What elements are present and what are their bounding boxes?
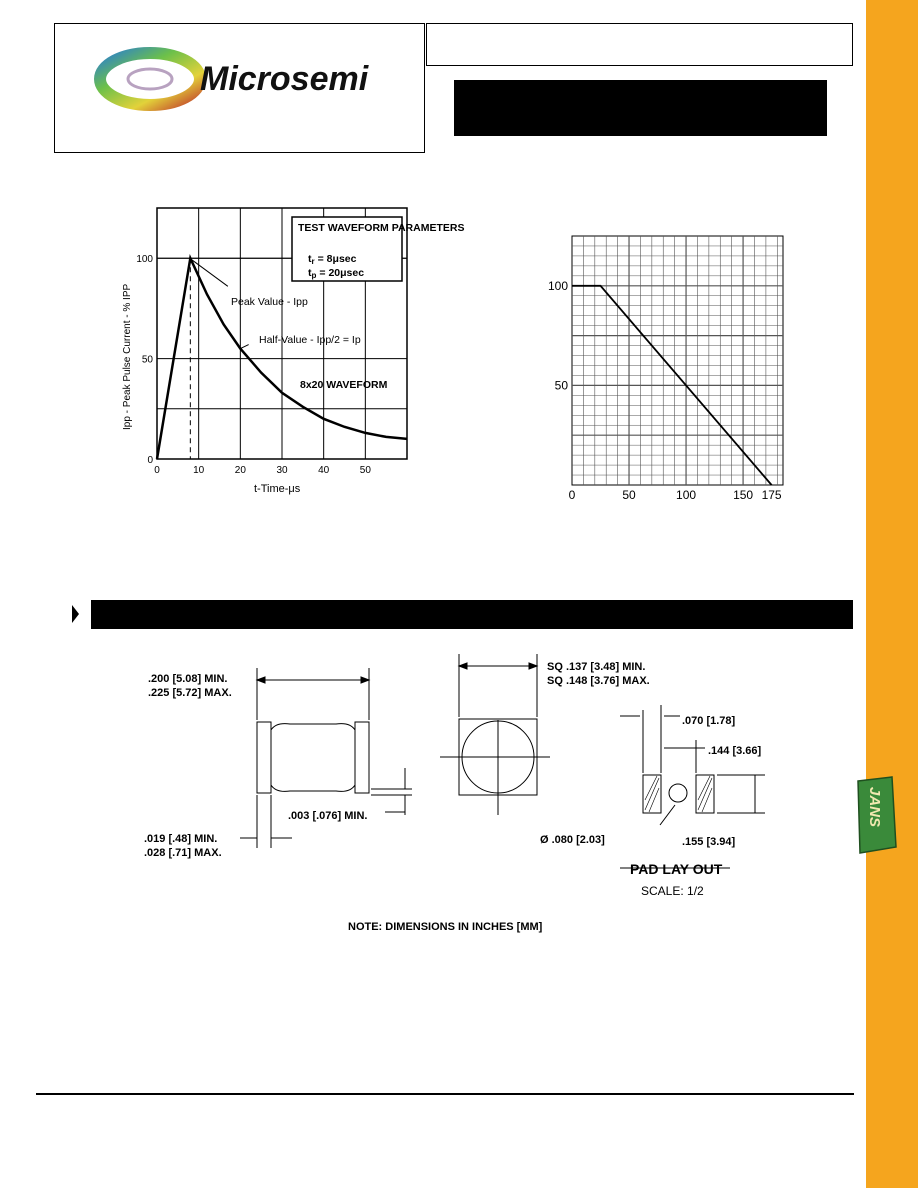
c1-xtick: 30 [276, 465, 288, 476]
footer-rule [36, 1093, 854, 1095]
c1-xtick: 0 [154, 465, 160, 476]
c2-ytick: 100 [547, 278, 568, 293]
section-arrow-icon [72, 605, 79, 623]
package-drawing [130, 650, 810, 900]
dim-body-min: .200 [5.08] MIN. [148, 673, 228, 685]
dimension-note: NOTE: DIMENSIONS IN INCHES [MM] [348, 921, 543, 933]
dim-pad-gap: .070 [1.78] [682, 715, 736, 727]
pad-layout-scale: SCALE: 1/2 [641, 884, 704, 898]
header-box [426, 23, 853, 66]
c1-ytick: 50 [141, 354, 153, 366]
dim-body-max: .225 [5.72] MAX. [148, 687, 232, 699]
dim-endcap-min: .019 [.48] MIN. [144, 833, 218, 845]
jans-badge [852, 775, 898, 855]
title-bar [454, 80, 827, 136]
logo-wordmark: Microsemi [200, 60, 369, 98]
half-leader [240, 345, 248, 349]
pad-layout-title: PAD LAY OUT [630, 861, 723, 877]
c2-ytick: 50 [554, 378, 568, 393]
svg-text:tr= 8μsec: tr = 8μsec [308, 253, 357, 266]
c1-xtick: 10 [193, 465, 205, 476]
c2-xtick: 150 [733, 488, 754, 502]
param-tr: t [308, 253, 312, 265]
c1-ytick: 100 [136, 254, 153, 266]
param-tp: t [308, 267, 312, 279]
via-circle [669, 784, 687, 802]
c1-xtick: 50 [359, 465, 371, 476]
dim-sq-max: SQ .148 [3.76] MAX. [547, 675, 650, 687]
chart1-xlabel: t-Time-μs [254, 483, 301, 495]
c2-xtick: 100 [676, 488, 697, 502]
pulse-waveform-chart [112, 200, 465, 505]
dim-pad-height: .155 [3.94] [682, 836, 736, 848]
c1-xtick: 40 [318, 465, 330, 476]
annotation-half: Half-Value - Ipp/2 = Ip [259, 334, 361, 346]
annotation-waveform: 8x20 WAVEFORM [300, 379, 388, 391]
dim-gap-min: .003 [.076] MIN. [288, 810, 368, 822]
svg-text:tp= 20μsec: tp = 20μsec [308, 267, 365, 280]
c2-xtick: 175 [761, 488, 782, 502]
side-tab-bar [866, 0, 918, 1188]
dim-endcap-max: .028 [.71] MAX. [144, 847, 222, 859]
chart1-ylabel: Ipp - Peak Pulse Current - % IPP [122, 283, 133, 430]
end-cap-right [355, 722, 369, 793]
dim-via: Ø .080 [2.03] [540, 834, 605, 846]
jans-badge-text: JANS [866, 787, 883, 828]
c1-ytick: 0 [147, 455, 153, 466]
chart2-grid [572, 236, 783, 485]
c2-xtick: 50 [622, 488, 636, 502]
c2-xtick: 0 [568, 488, 576, 502]
dim-pad-span: .144 [3.66] [708, 745, 762, 757]
microsemi-logo [94, 45, 394, 113]
annotation-peak: Peak Value - Ipp [231, 296, 308, 308]
params-title: TEST WAVEFORM PARAMETERS [298, 222, 465, 234]
derating-chart [540, 226, 800, 516]
body-outline [271, 724, 355, 792]
dim-sq-min: SQ .137 [3.48] MIN. [547, 661, 646, 673]
end-cap-left [257, 722, 271, 793]
section-bar [91, 600, 853, 629]
c1-xtick: 20 [234, 465, 246, 476]
